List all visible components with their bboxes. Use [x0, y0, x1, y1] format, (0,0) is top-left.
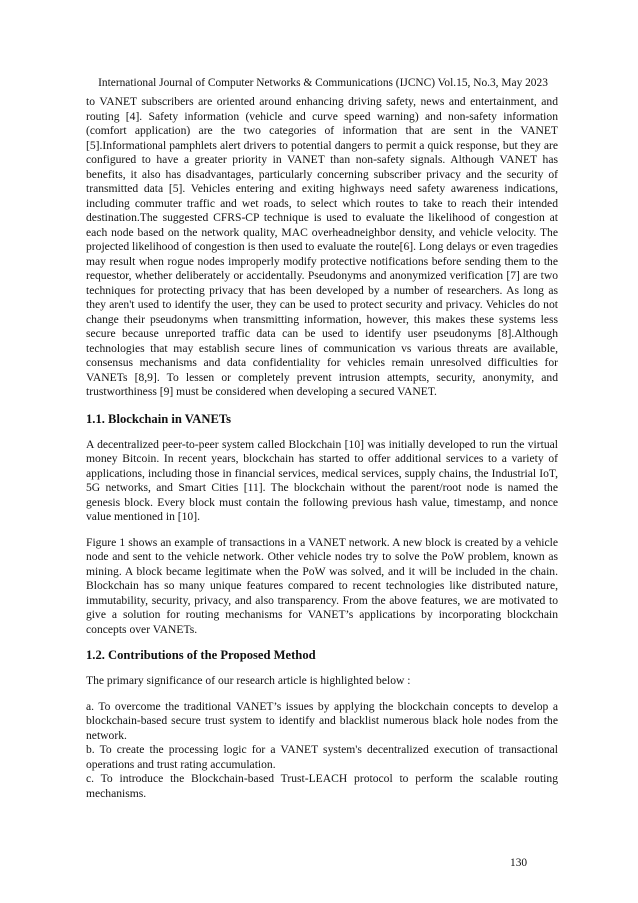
running-header: International Journal of Computer Networks & Communications (IJCNC) Vol.15, No.3, May 2023 — [98, 77, 548, 89]
contribution-item-a: a. To overcome the traditional VANET’s issues by applying the blockchain concepts to develop a blockchain-based secure trust system to identify and blacklist numerous black hole nodes from the network. — [86, 699, 558, 742]
paragraph-intro-continued: to VANET subscribers are oriented around enhancing driving safety, news and entertainment, and routing [4]. Safety information (vehicle and curve speed warning) and non-safety information (comfort application) are the two categories of information that are sent in the VANET [5].Informational pamphlets alert drivers to potential dangers to permit a quick response, but they are configured to have a greater priority in VANET than non-safety signals. Although VANET has benefits, it also has disadvantages, particularly concerning subscriber privacy and the security of transmitted data [5]. Vehicles entering and exiting highways need safety awareness indications, including commuter traffic and wet roads, to select which routes to take to reach their intended destination.The suggested CFRS-CP technique is used to evaluate the likelihood of congestion at each node based on the network quality, MAC overheadneighbor density, and vehicle velocity. The projected likelihood of congestion is then used to evaluate the route[6]. Long delays or even tragedies may result when rogue nodes improperly modify protective notifications before sending them to the requestor, whether deliberately or accidentally. Pseudonyms and anonymized verification [7] are two techniques for protecting privacy that has been developed by a number of researchers. As long as they aren't used to identify the user, they can be used to protect security and privacy. Vehicles do not change their pseudonyms when transmitting information, however, this makes these systems less secure because unreported traffic data can be used to identify user pseudonyms [8].Although technologies that may establish secure lines of communication vs various threats are available, consensus mechanisms and data confidentiality for vehicles remain unresolved difficulties for VANETs [8,9]. To lessen or completely prevent intrusion attempts, security, anonymity, and trustworthiness [9] must be considered when developing a secured VANET. — [86, 95, 558, 398]
article-body — [86, 95, 558, 801]
paragraph-figure-1-description: Figure 1 shows an example of transactions in a VANET network. A new block is created by a vehicle node and sent to the vehicle network. Other vehicle nodes try to solve the PoW problem, known as mining. A block became legitimate when the PoW was solved, and it will be included in the chain. Blockchain has so many unique features compared to recent technologies like distributed nature, immutability, security, privacy, and also transparency. From the above features, we are motivated to give a solution for routing mechanisms for VANET’s applications by incorporating blockchain concepts over VANETs. — [86, 535, 558, 636]
section-heading-blockchain-in-vanets: 1.1. Blockchain in VANETs — [86, 411, 231, 426]
paragraph-contributions-intro: The primary significance of our research article is highlighted below : — [86, 674, 411, 687]
page-number: 130 — [510, 857, 528, 869]
contribution-item-b: b. To create the processing logic for a VANET system's decentralized execution of transactional operations and trust rating accumulation. — [86, 743, 558, 771]
paragraph-blockchain-definition: A decentralized peer-to-peer system called Blockchain [10] was initially developed to run the virtual money Bitcoin. In recent years, blockchain has started to offer additional services to a variety of applications, including those in financial services, medical services, supply chains, the Industrial IoT, 5G networks, and Smart Cities [11]. The blockchain without the parent/root node is named the genesis block. Every block must contain the following previous hash value, timestamp, and nonce value mentioned in [10]. — [86, 437, 558, 523]
contribution-item-c: c. To introduce the Blockchain-based Trust-LEACH protocol to perform the scalable routing mechanisms. — [86, 772, 558, 800]
section-heading-contributions: 1.2. Contributions of the Proposed Method — [86, 648, 316, 662]
